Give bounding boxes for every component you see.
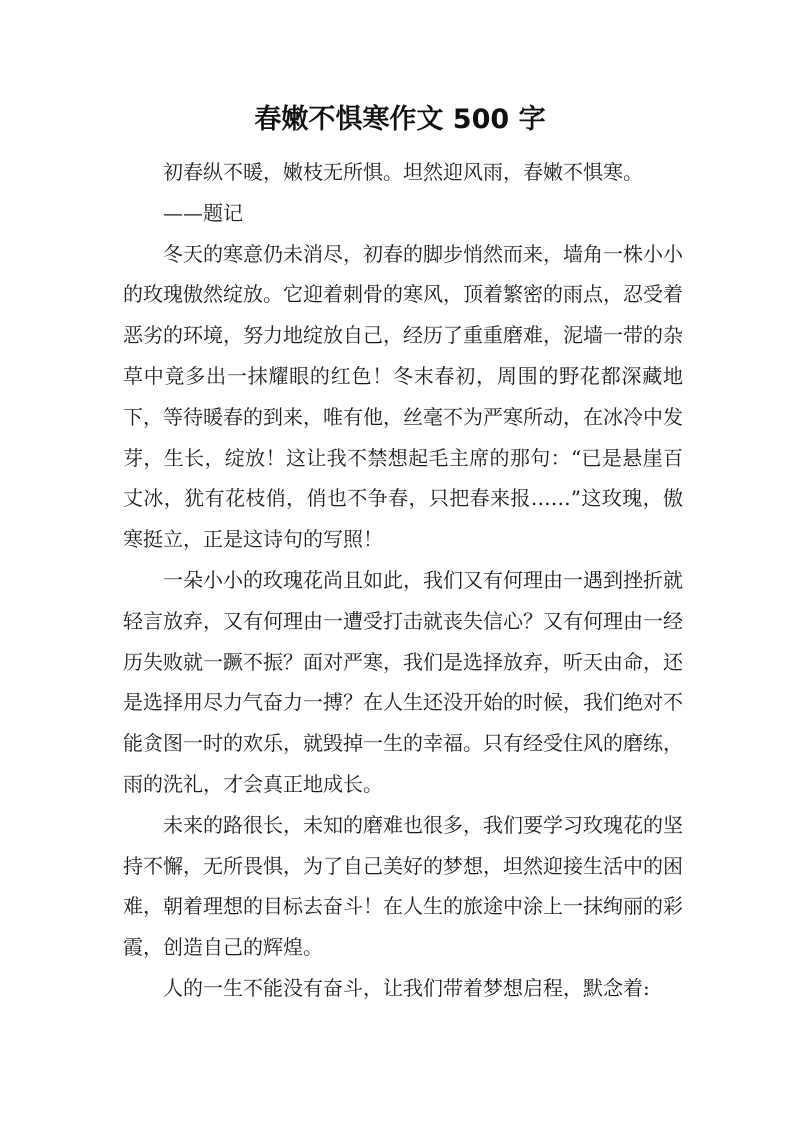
document-body xyxy=(123,152,683,1009)
paragraph-2: 一朵小小的玫瑰花尚且如此，我们又有何理由一遇到挫折就轻言放弃，又有何理由一遭受打击就丧失信心？又有何理由一经历失败就一蹶不振？面对严寒，我们是选择放弃，听天由命，还是选择用尽力气奋力一搏？在人生还没开始的时候，我们绝对不能贪图一时的欢乐，就毁掉一生的幸福。只有经受住风的磨练，雨的洗礼，才会真正地成长。 xyxy=(123,567,683,796)
paragraph-4: 人的一生不能没有奋斗，让我们带着梦想启程，默念着: xyxy=(163,975,650,1000)
epigraph: 初春纵不暖，嫩枝无所惧。坦然迎风雨，春嫩不惧寒。 xyxy=(163,160,643,184)
paragraph-3: 未来的路很长，未知的磨难也很多，我们要学习玫瑰花的坚持不懈，无所畏惧，为了自己美好的梦想，坦然迎接生活中的困难，朝着理想的目标去奋斗！在人生的旅途中涂上一抹绚丽的彩霞，创造自己的辉煌。 xyxy=(123,812,683,960)
epigraph-attribution: ——题记 xyxy=(163,200,243,225)
paragraph-1: 冬天的寒意仍未消尽，初春的脚步悄然而来，墙角一株小小的玫瑰傲然绽放。它迎着刺骨的寒风，顶着繁密的雨点，忍受着恶劣的环境，努力地绽放自己，经历了重重磨难，泥墙一带的杂草中竟多出一抹耀眼的红色！冬末春初，周围的野花都深藏地下，等待暖春的到来，唯有他，丝毫不为严寒所动，在冰冷中发芽，生长，绽放！这让我不禁想起毛主席的那句：“已是悬崖百丈冰，犹有花枝俏，俏也不争春，只把春来报……”这玫瑰，傲寒挺立，正是这诗句的写照！ xyxy=(123,241,683,552)
document-title: 春嫩不惧寒作文 500 字 xyxy=(254,104,546,135)
